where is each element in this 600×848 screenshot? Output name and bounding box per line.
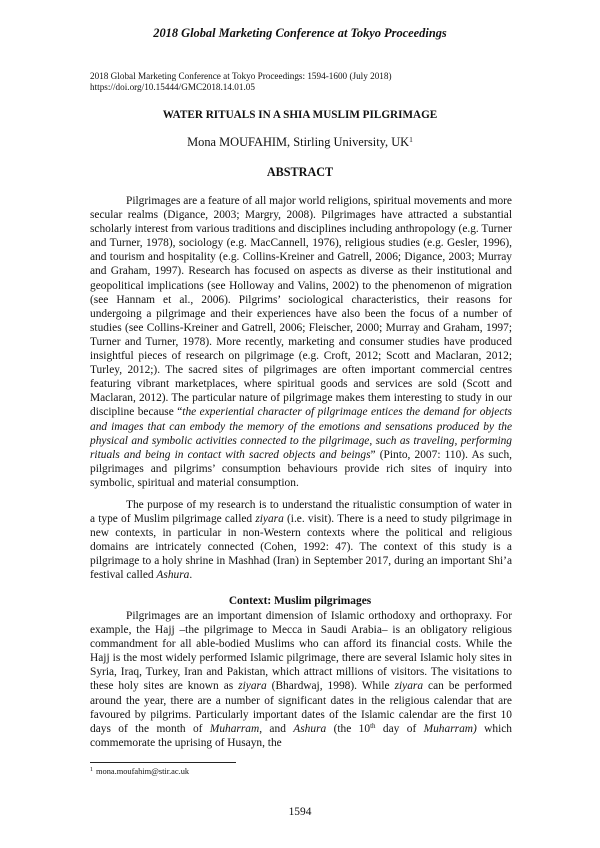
text-run: which commemorate the uprising of Husayn, the — [90, 722, 513, 749]
footnote-mark: 1 — [90, 767, 93, 773]
paper-title: WATER RITUALS IN A SHIA MUSLIM PILGRIMAGE — [162, 109, 438, 121]
doi-link[interactable]: https://doi.org/10.15444/GMC2018.14.01.05 — [90, 82, 255, 93]
author-line — [0, 135, 600, 150]
text-run: . — [189, 569, 193, 582]
page-number: 1594 — [288, 806, 312, 818]
term-ziyara: ziyara — [255, 513, 284, 526]
section-heading: Context: Muslim pilgrimages — [228, 595, 372, 607]
footnote-email[interactable]: mona.moufahim@stir.ac.uk — [96, 767, 190, 776]
text-run: can be performed around the year, there are a number of significant dates in the religious calendar that are favoured by pilgrims. Particularly important dates of the Islamic calendar are the first 10 days of the month of — [90, 680, 512, 735]
text-run: Pilgrimages are a feature of all major world religions, spiritual movements and more secular realms (Digance, 2003; Margry, 2008). Pilgrimages have attracted a substantial scholarly interest from various traditions and disciplines including anthropology (e.g. Turner and Turner, 1978), sociology (e.g. MacCannell, 1976), religious studies (e.g. Gesler, 1996), and tourism and hospitality (e.g. Collins-Kreiner and Gatrell, 2006; Digance, 2003; Murray and Graham, 1997). Research has focused on aspects as diverse as their institutional and geopolitical implications (see Holloway and Valins, 2002) to the phenomenon of migration (see Hannam et al., 2006). Pilgrims’ sociological characteristics, their reasons for undergoing a pilgrimage and their experiences have also been the focus of a number of studies (see Collins-Kreiner and Gatrell, 2006; Fleischer, 2000; Murray and Graham, 1997; Turner and Turner, 1978). More recently, marketing and consumer studies have produced insightful pieces of research on pilgrimage (e.g. Croft, 2012; Scott and Maclaran, 2012; Turley, 2012;). The sacred sites of pilgrimages are often important commercial centres featuring vibrant marketplaces, where spiritual goods and services are sold (Scott and Maclaran, 2012). The particular nature of pilgrimage makes them interesting to study in our discipline because “ — [90, 195, 513, 419]
quotation: the experiential character of pilgrimage entices the demand for objects and images that can embody the memory of the emotions and sensations produced by the physical and symbolic activities connected to the pilgrimage, such as traveling, performing rituals and being in contact with sacred objects and beings — [90, 406, 512, 461]
text-run: ” (Pinto, 2007: 110). As such, pilgrimages and pilgrims’ consumption behaviours provide rich sites of inquiry into symbolic, spiritual and material consumption. — [90, 448, 512, 489]
term-ziyara: ziyara — [238, 680, 267, 693]
footnote — [90, 767, 189, 776]
term-ashura: Ashura — [156, 569, 190, 582]
abstract-heading: ABSTRACT — [266, 165, 334, 179]
text-run: The purpose of my research is to understand the ritualistic consumption of water in a type of Muslim pilgrimage called — [90, 499, 512, 526]
term-ashura: Ashura — [293, 722, 327, 735]
context-paragraph — [90, 609, 512, 750]
term-muharram: Muharram — [209, 722, 260, 735]
text-run: Pilgrimages are an important dimension of Islamic orthodoxy and orthopraxy. For example, the Hajj –the pilgrimage to Mecca in Saudi Arabia– is an obligatory religious commandment for all able-bodied Muslims who can afford its financial costs. While the Hajj is the most widely performed Islamic pilgrimage, there are several Islamic holy sites in Syria, Iraq, Turkey, Iran and Pakistan, which attract millions of visitors. The visitations to these holy sites are known as — [90, 610, 512, 693]
abstract-paragraph-2 — [90, 498, 512, 583]
citation-line: 2018 Global Marketing Conference at Tokyo Proceedings: 1594-1600 (July 2018) — [90, 71, 392, 81]
text-run: (i.e. visit). There is a need to study pilgrimage in new contexts, in particular in non-Western contexts where the political and religious domains are intricately connected (Cohen, 1992: 47). The context of this study is a pilgrimage to a holy shrine in Mashhad (Iran) in September 2017, during an important Shi’a festival called — [90, 513, 512, 582]
citation-block — [90, 71, 392, 94]
author-name: Mona MOUFAHIM, Stirling University, UK — [187, 135, 410, 149]
term-muharram: Muharram) — [423, 722, 477, 735]
text-run: , and — [259, 722, 294, 735]
text-run: (Bhardwaj, 1998). While — [266, 680, 395, 693]
term-ziyara: ziyara — [394, 680, 424, 693]
text-run: day of — [375, 722, 424, 735]
running-header: 2018 Global Marketing Conference at Tokyo Proceedings — [153, 26, 447, 40]
footnote-reference[interactable]: 1 — [409, 135, 413, 144]
ordinal-suffix: th — [370, 721, 376, 730]
text-run: (the 10 — [326, 722, 371, 735]
abstract-paragraph-1 — [90, 194, 512, 490]
footnote-divider — [90, 762, 236, 763]
